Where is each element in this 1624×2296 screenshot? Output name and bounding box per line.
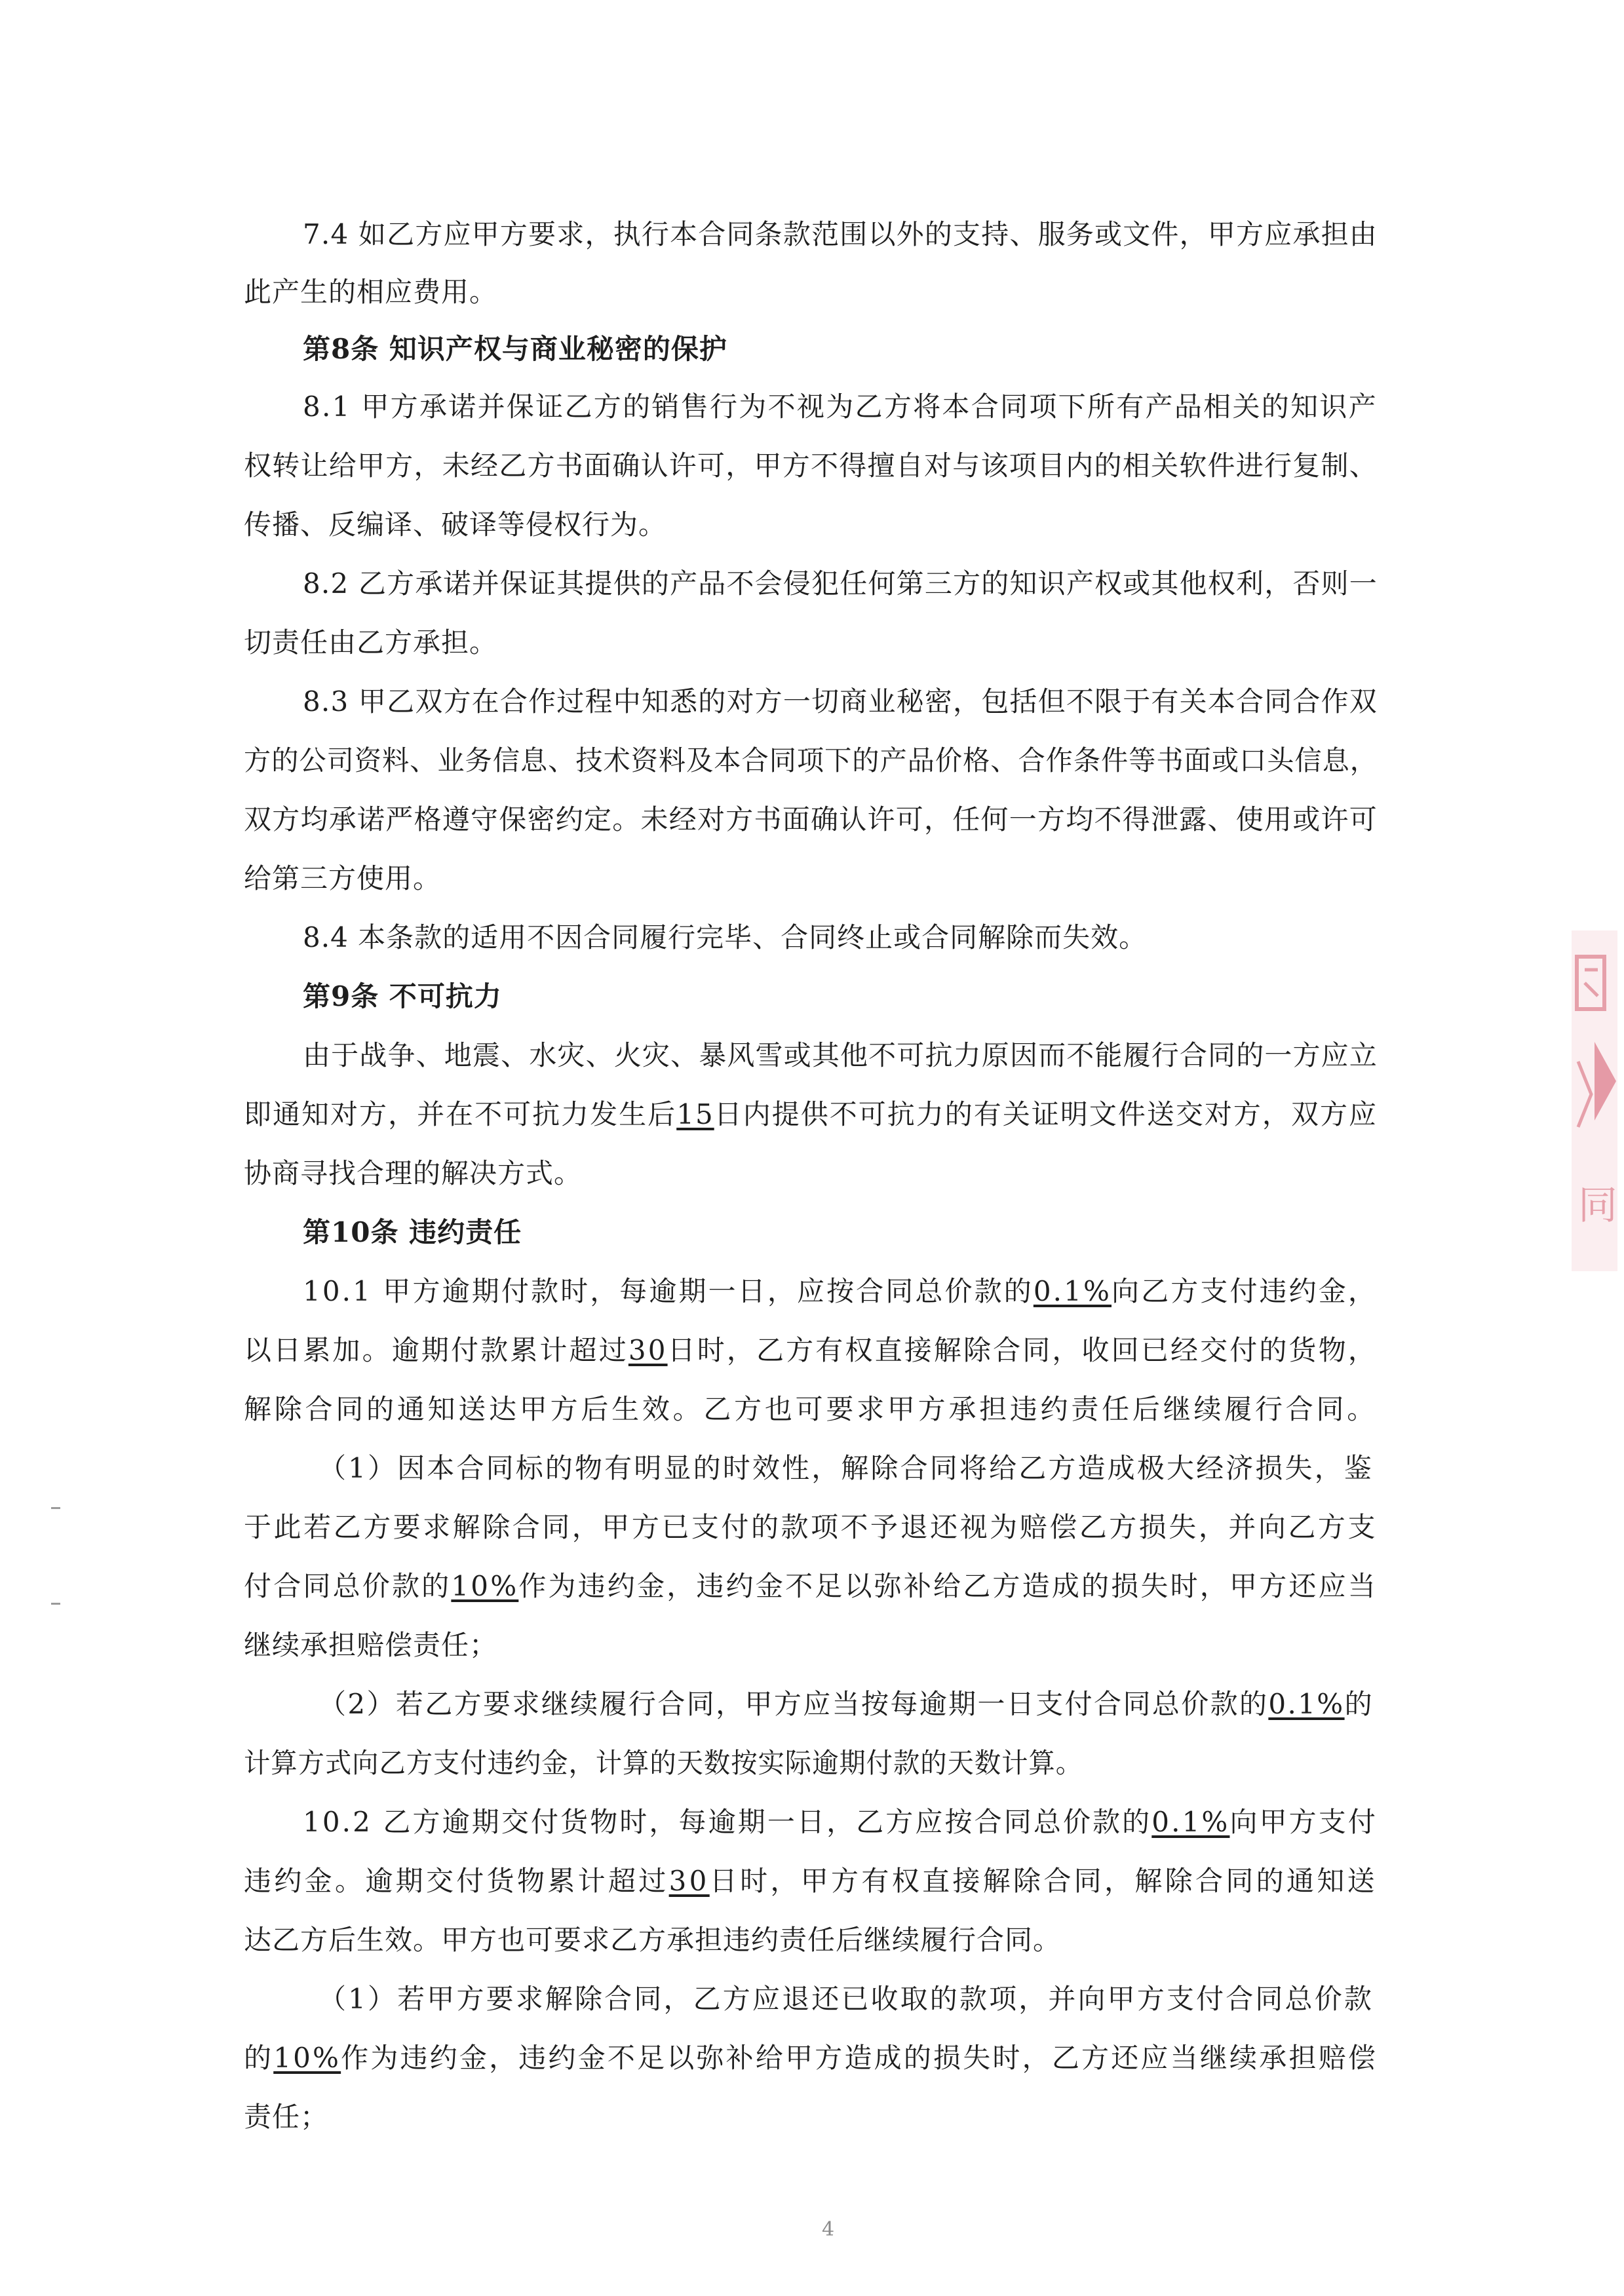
text-run: 8.4 本条款的适用不因合同履行完毕、合同终止或合同解除而失效。 <box>303 921 1148 953</box>
body-line <box>319 1981 1374 2018</box>
body-line <box>244 1863 1378 1900</box>
body-line <box>319 1450 1374 1487</box>
body-line <box>244 2099 328 2135</box>
text-run: 权转让给甲方，未经乙方书面确认许可，甲方不得擅自对与该项目内的相关软件进行复制、 <box>244 450 1378 482</box>
text-run: 继续承担赔偿责任； <box>244 1629 498 1661</box>
text-run: 的 <box>1344 1688 1374 1720</box>
body-line <box>303 683 1378 720</box>
body-line <box>303 389 1378 425</box>
body-line <box>244 742 1378 779</box>
body-line <box>244 1922 1061 1959</box>
text-run: （1）因本合同标的物有明显的时效性，解除合同将给乙方造成极大经济损失，鉴 <box>319 1452 1374 1484</box>
text-run: 达乙方后生效。甲方也可要求乙方承担违约责任后继续履行合同。 <box>244 1924 1062 1956</box>
text-run: 此产生的相应费用。 <box>244 276 498 308</box>
body-line <box>303 1804 1378 1841</box>
text-run: 计算方式向乙方支付违约金，计算的天数按实际逾期付款的天数计算。 <box>244 1747 1083 1779</box>
body-line <box>244 1155 582 1192</box>
red-seal-stamp-fragment <box>1572 930 1617 1271</box>
text-run: 方的公司资料、业务信息、技术资料及本合同项下的产品价格、合作条件等书面或口头信息， <box>244 744 1378 776</box>
body-line <box>244 1745 1083 1782</box>
text-run: 责任； <box>244 2101 329 2133</box>
body-line <box>244 448 1378 484</box>
body-line <box>244 1332 1378 1369</box>
section-heading <box>303 978 502 1015</box>
section-heading <box>303 1214 522 1251</box>
body-line <box>244 1096 1378 1133</box>
filled-value: 10% <box>273 2042 341 2074</box>
body-line <box>303 216 1378 253</box>
text-run: 10.2 乙方逾期交付货物时，每逾期一日，乙方应按合同总价款的 <box>303 1806 1152 1838</box>
text-run: 日内提供不可抗力的有关证明文件送交对方，双方应 <box>714 1098 1378 1130</box>
text-run: 作为违约金，违约金不足以弥补给甲方造成的损失时，乙方还应当继续承担赔偿 <box>341 2042 1378 2074</box>
filled-value: 30 <box>628 1334 668 1366</box>
text-run: 第8条 知识产权与商业秘密的保护 <box>303 333 727 365</box>
margin-mark <box>51 1507 60 1509</box>
body-line <box>244 2040 1378 2076</box>
text-run: 给第三方使用。 <box>244 862 442 894</box>
body-line <box>244 274 497 311</box>
body-line <box>303 919 1147 956</box>
stamp-glyph: 同 <box>1578 1183 1617 1229</box>
text-run: 违约金。逾期交付货物累计超过 <box>244 1865 669 1897</box>
body-line <box>244 1627 497 1664</box>
body-line <box>244 860 441 897</box>
section-heading <box>303 331 727 368</box>
filled-value: 30 <box>668 1865 710 1897</box>
filled-value: 0.1% <box>1033 1275 1112 1307</box>
text-run: 双方均承诺严格遵守保密约定。未经对方书面确认许可，任何一方均不得泄露、使用或许可 <box>244 803 1378 835</box>
text-run: 作为违约金，违约金不足以弥补给乙方造成的损失时，甲方还应当 <box>518 1570 1378 1602</box>
body-line <box>303 1273 1378 1310</box>
text-run: 由于战争、地震、水灾、火灾、暴风雪或其他不可抗力原因而不能履行合同的一方应立 <box>303 1039 1378 1071</box>
body-line <box>244 801 1378 838</box>
body-line <box>244 507 667 543</box>
text-run: 第9条 不可抗力 <box>303 980 502 1012</box>
text-run: 日时，乙方有权直接解除合同，收回已经交付的货物， <box>667 1334 1378 1366</box>
filled-value: 10% <box>451 1570 519 1602</box>
text-run: 付合同总价款的 <box>244 1570 452 1602</box>
body-line <box>244 1391 1378 1428</box>
filled-value: 15 <box>676 1098 714 1130</box>
text-run: 7.4 如乙方应甲方要求，执行本合同条款范围以外的支持、服务或文件，甲方应承担由 <box>303 218 1378 250</box>
text-run: 切责任由乙方承担。 <box>244 626 498 659</box>
text-run: 以日累加。逾期付款累计超过 <box>244 1334 628 1366</box>
text-run: 的 <box>244 2042 274 2074</box>
text-run: （1）若甲方要求解除合同，乙方应退还已收取的款项，并向甲方支付合同总价款 <box>319 1983 1374 2015</box>
body-line <box>244 624 497 661</box>
body-line <box>244 1568 1378 1605</box>
filled-value: 0.1% <box>1151 1806 1230 1838</box>
filled-value: 0.1% <box>1268 1688 1345 1720</box>
page-number: 4 <box>822 2218 835 2241</box>
text-run: 向甲方支付 <box>1229 1806 1378 1838</box>
text-run: 8.2 乙方承诺并保证其提供的产品不会侵犯任何第三方的知识产权或其他权利，否则一 <box>303 567 1378 600</box>
body-line <box>303 565 1378 602</box>
body-line <box>303 1037 1378 1074</box>
text-run: 10.1 甲方逾期付款时，每逾期一日，应按合同总价款的 <box>303 1275 1034 1307</box>
text-run: （2）若乙方要求继续履行合同，甲方应当按每逾期一日支付合同总价款的 <box>319 1688 1269 1720</box>
text-run: 8.1 甲方承诺并保证乙方的销售行为不视为乙方将本合同项下所有产品相关的知识产 <box>303 391 1378 423</box>
text-run: 解除合同的通知送达甲方后生效。乙方也可要求甲方承担违约责任后继续履行合同。 <box>244 1393 1378 1425</box>
text-run: 协商寻找合理的解决方式。 <box>244 1157 583 1189</box>
text-run: 日时，甲方有权直接解除合同，解除合同的通知送 <box>709 1865 1378 1897</box>
text-run: 即通知对方，并在不可抗力发生后 <box>244 1098 677 1130</box>
text-run: 向乙方支付违约金， <box>1112 1275 1378 1307</box>
text-run: 于此若乙方要求解除合同，甲方已支付的款项不予退还视为赔偿乙方损失，并向乙方支 <box>244 1511 1378 1543</box>
text-run: 第10条 违约责任 <box>303 1216 522 1248</box>
text-run: 8.3 甲乙双方在合作过程中知悉的对方一切商业秘密，包括但不限于有关本合同合作双 <box>303 685 1378 718</box>
text-run: 传播、反编译、破译等侵权行为。 <box>244 508 667 541</box>
body-line <box>319 1686 1374 1723</box>
margin-mark <box>51 1603 60 1605</box>
body-line <box>244 1509 1378 1546</box>
